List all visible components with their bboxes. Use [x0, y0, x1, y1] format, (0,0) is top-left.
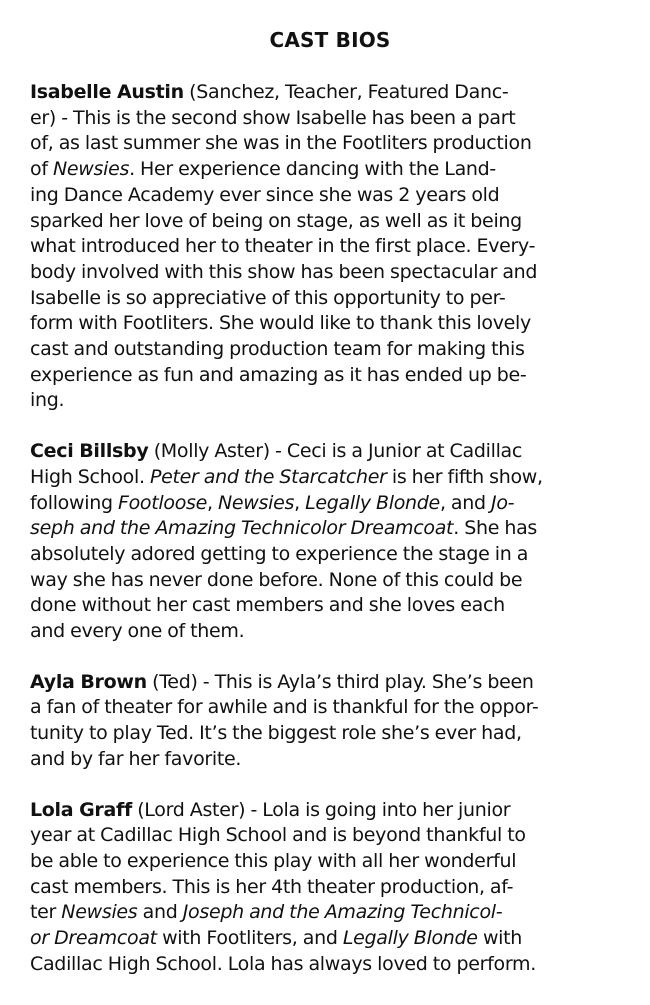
bio-text: cast members. This is her 4th theater production, af-	[30, 875, 514, 898]
bio-text: tunity to play Ted. It’s the biggest role she’s ever had,	[30, 722, 522, 745]
bio-line	[30, 798, 630, 824]
cast-member-name: Ayla Brown	[30, 670, 147, 693]
bio-line	[30, 234, 630, 260]
bio-text: ing.	[30, 389, 65, 412]
bio-line	[30, 619, 630, 645]
bio-paragraph	[30, 439, 630, 645]
bio-text: experience as fun and amazing as it has ended up be-	[30, 363, 527, 386]
bio-text: (Sanchez, Teacher, Featured Danc-	[189, 81, 509, 103]
bio-line	[30, 388, 630, 414]
bio-line	[30, 542, 630, 568]
bio-text: with Footliters, and	[156, 927, 343, 950]
italic-title-text: seph and the Amazing Technicolor Dreamcoat	[30, 517, 454, 540]
bio-text: following	[30, 491, 118, 514]
bio-text: of	[30, 158, 53, 181]
bio-text: Isabelle is so appreciative of this opportunity to per-	[30, 286, 506, 309]
bio-text: body involved with this show has been spectacular and	[30, 260, 538, 283]
cast-bios-page	[30, 26, 630, 1003]
bio-text: absolutely adored getting to experience the stage in a	[30, 542, 529, 565]
italic-title-text: Newsies	[61, 901, 138, 924]
bio-line	[30, 183, 630, 209]
bio-text: . Her experience dancing with the Land-	[129, 158, 496, 181]
bio-text: be able to experience this play with all her wonderful	[30, 849, 517, 872]
bio-text: cast and outstanding production team for making this	[30, 338, 525, 361]
bio-text: sparked her love of being on stage, as well as it being	[30, 209, 522, 232]
italic-title-text: Peter and the Starcatcher	[149, 465, 387, 488]
bio-text: . She has	[453, 517, 538, 540]
bio-line	[30, 952, 630, 978]
bio-text: a fan of theater for awhile and is thankful for the oppor-	[30, 696, 539, 719]
bio-paragraph	[30, 670, 630, 773]
bio-line	[30, 106, 630, 132]
cast-member-name: Ceci Billsby	[30, 440, 149, 463]
bio-line	[30, 286, 630, 312]
bio-text: is her fifth show,	[386, 465, 543, 488]
bio-text: (Molly Aster) - Ceci is a Junior at Cadillac	[153, 440, 523, 463]
bio-text: way she has never done before. None of this could be	[30, 568, 523, 591]
bio-text: and by far her favorite.	[30, 747, 242, 770]
cast-member-name: Isabelle Austin	[30, 81, 184, 103]
bio-text: ,	[207, 491, 218, 514]
bio-line	[30, 568, 630, 594]
bio-paragraph	[30, 80, 630, 414]
bio-text: (Ted) - This is Ayla’s third play. She’s been	[152, 670, 534, 693]
page-title: CAST BIOS	[269, 28, 391, 52]
bio-text: and	[137, 901, 183, 924]
bio-text: , and	[439, 491, 492, 514]
italic-title-text: Jo-	[491, 491, 515, 514]
italic-title-text: Footloose	[117, 491, 208, 514]
bio-text: what introduced her to theater in the first place. Every-	[30, 235, 536, 258]
bio-text: ing Dance Academy ever since she was 2 years old	[30, 183, 500, 206]
bio-line	[30, 900, 630, 926]
bio-line	[30, 849, 630, 875]
bio-line	[30, 131, 630, 157]
bio-line	[30, 926, 630, 952]
bio-line	[30, 260, 630, 286]
italic-title-text: or Dreamcoat	[30, 927, 157, 950]
bio-line	[30, 670, 630, 696]
bio-line	[30, 465, 630, 491]
bio-text: done without her cast members and she loves each	[30, 594, 505, 617]
bio-line	[30, 695, 630, 721]
bio-text: form with Footliters. She would like to thank this lovely	[30, 312, 531, 335]
bio-line	[30, 747, 630, 773]
italic-title-text: Legally Blonde	[305, 491, 440, 514]
italic-title-text: Legally Blonde	[342, 927, 478, 950]
bio-text: year at Cadillac High School and is beyond thankful to	[30, 824, 526, 847]
bio-text: with	[477, 927, 523, 950]
italic-title-text: Newsies	[218, 491, 295, 514]
bio-line	[30, 721, 630, 747]
cast-member-name: Lola Graff	[30, 798, 132, 821]
bio-line	[30, 363, 630, 389]
bio-text: Cadillac High School. Lola has always loved to perform.	[30, 952, 536, 975]
bio-line	[30, 875, 630, 901]
bio-line	[30, 80, 630, 106]
italic-title-text: Joseph and the Amazing Technicol-	[182, 901, 503, 924]
bio-line	[30, 209, 630, 235]
bio-text: ter	[30, 901, 62, 924]
bio-line	[30, 439, 630, 465]
bio-line	[30, 823, 630, 849]
italic-title-text: Newsies	[52, 158, 130, 181]
bio-line	[30, 311, 630, 337]
bios-list	[30, 80, 630, 978]
bio-text: High School.	[30, 465, 150, 488]
bio-line	[30, 516, 630, 542]
bio-line	[30, 491, 630, 517]
bio-text: ,	[294, 491, 306, 514]
bio-line	[30, 593, 630, 619]
bio-text: er) - This is the second show Isabelle has been a part	[30, 106, 516, 129]
bio-text: (Lord Aster) - Lola is going into her junior	[137, 798, 511, 821]
bio-paragraph	[30, 798, 630, 978]
bio-text: and every one of them.	[30, 620, 245, 643]
bio-text: of, as last summer she was in the Footliters production	[30, 132, 532, 155]
bio-line	[30, 157, 630, 183]
bio-line	[30, 337, 630, 363]
